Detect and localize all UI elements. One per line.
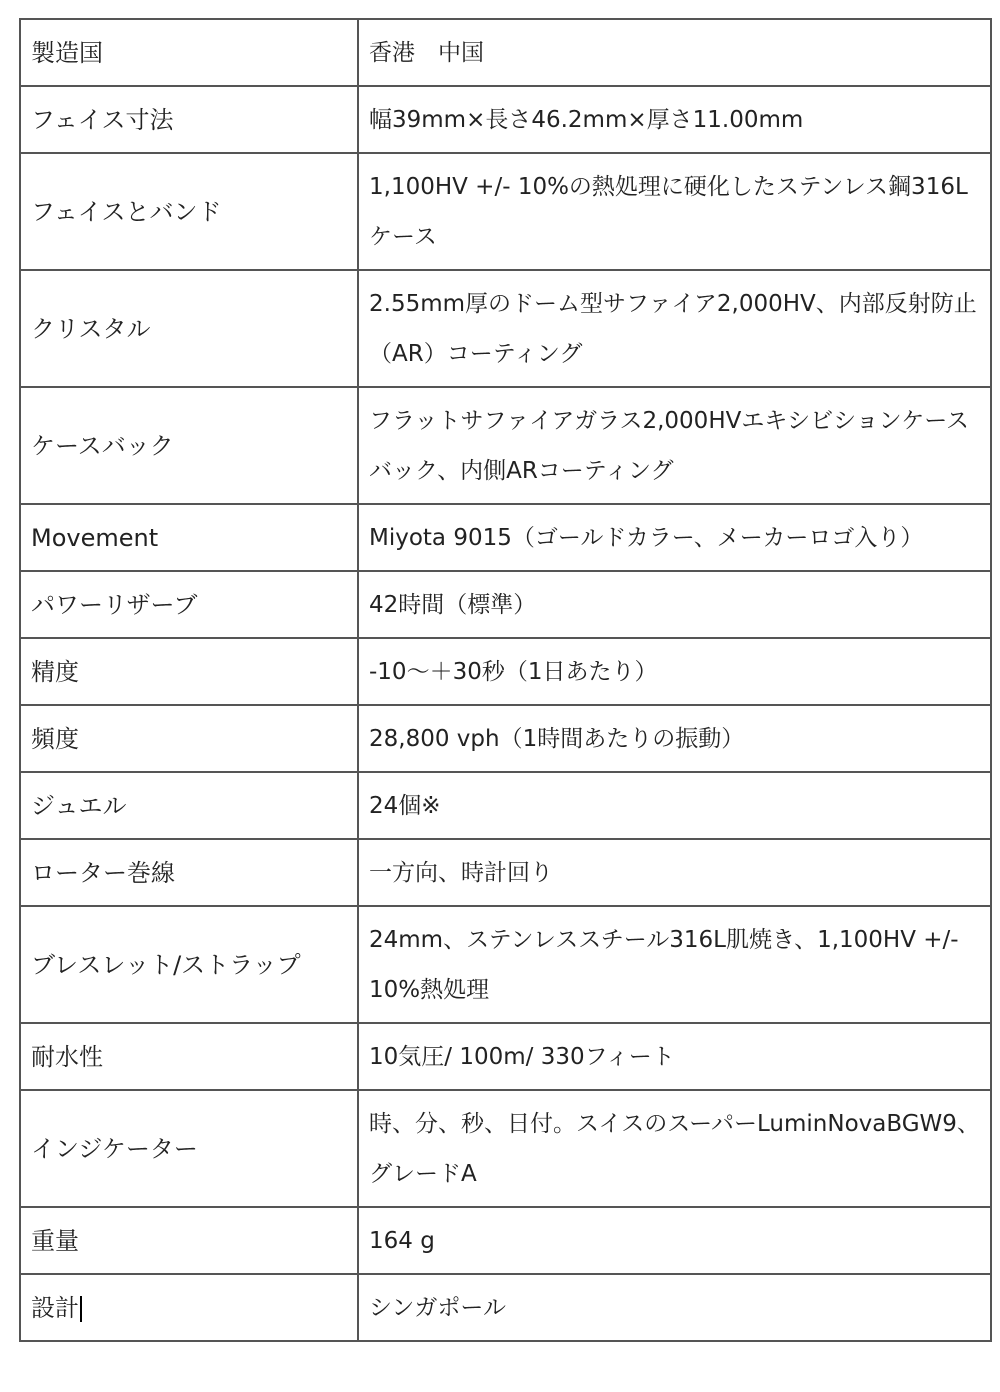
spec-row-frequency: [20, 705, 991, 772]
spec-label: パワーリザーブ: [20, 571, 358, 638]
spec-label: クリスタル: [20, 270, 358, 387]
spec-value: Miyota 9015（ゴールドカラー、メーカーロゴ入り）: [358, 504, 991, 571]
spec-value: -10～＋30秒（1日あたり）: [358, 638, 991, 705]
spec-value: 24個※: [358, 772, 991, 839]
spec-label: 設計: [31, 1293, 79, 1322]
text-cursor: [80, 1296, 82, 1322]
spec-row-jewels: [20, 772, 991, 839]
spec-value: 幅39mm×長さ46.2mm×厚さ11.00mm: [358, 86, 991, 153]
spec-row-face-band: [20, 153, 991, 270]
spec-row-bracelet-strap: [20, 906, 991, 1023]
spec-value: 164 g: [358, 1207, 991, 1274]
spec-row-water-resistance: [20, 1023, 991, 1090]
spec-row-face-dimensions: [20, 86, 991, 153]
spec-label: 精度: [20, 638, 358, 705]
spec-label: インジケーター: [20, 1090, 358, 1207]
spec-label: 製造国: [20, 19, 358, 86]
spec-row-rotor-winding: [20, 839, 991, 906]
spec-value: 24mm、ステンレススチール316L肌焼き、1,100HV +/- 10%熱処理: [358, 906, 991, 1023]
spec-value: 2.55mm厚のドーム型サファイア2,000HV、内部反射防止（AR）コーティング: [358, 270, 991, 387]
spec-row-indicators: [20, 1090, 991, 1207]
spec-label: ブレスレット/ストラップ: [20, 906, 358, 1023]
spec-value: シンガポール: [358, 1274, 991, 1341]
spec-value: フラットサファイアガラス2,000HVエキシビションケースバック、内側ARコーティング: [358, 387, 991, 504]
spec-value: 時、分、秒、日付。スイスのスーパーLuminNovaBGW9、グレードA: [358, 1090, 991, 1207]
spec-row-accuracy: [20, 638, 991, 705]
spec-value: 42時間（標準）: [358, 571, 991, 638]
spec-label: 頻度: [20, 705, 358, 772]
spec-row-weight: [20, 1207, 991, 1274]
spec-value: 香港 中国: [358, 19, 991, 86]
spec-row-caseback: [20, 387, 991, 504]
spec-label: ローター巻線: [20, 839, 358, 906]
spec-label-cell: [20, 1274, 358, 1341]
spec-value: 1,100HV +/- 10%の熱処理に硬化したステンレス鋼316Lケース: [358, 153, 991, 270]
spec-value: 28,800 vph（1時間あたりの振動）: [358, 705, 991, 772]
spec-label: ジュエル: [20, 772, 358, 839]
spec-label: 重量: [20, 1207, 358, 1274]
spec-row-power-reserve: [20, 571, 991, 638]
spec-label: Movement: [20, 504, 358, 571]
spec-label: ケースバック: [20, 387, 358, 504]
spec-value: 一方向、時計回り: [358, 839, 991, 906]
spec-row-movement: [20, 504, 991, 571]
specs-table: [19, 18, 992, 1342]
spec-row-design: [20, 1274, 991, 1341]
spec-label: 耐水性: [20, 1023, 358, 1090]
spec-row-crystal: [20, 270, 991, 387]
spec-row-country: [20, 19, 991, 86]
spec-label: フェイスとバンド: [20, 153, 358, 270]
spec-label: フェイス寸法: [20, 86, 358, 153]
spec-value: 10気圧/ 100m/ 330フィート: [358, 1023, 991, 1090]
